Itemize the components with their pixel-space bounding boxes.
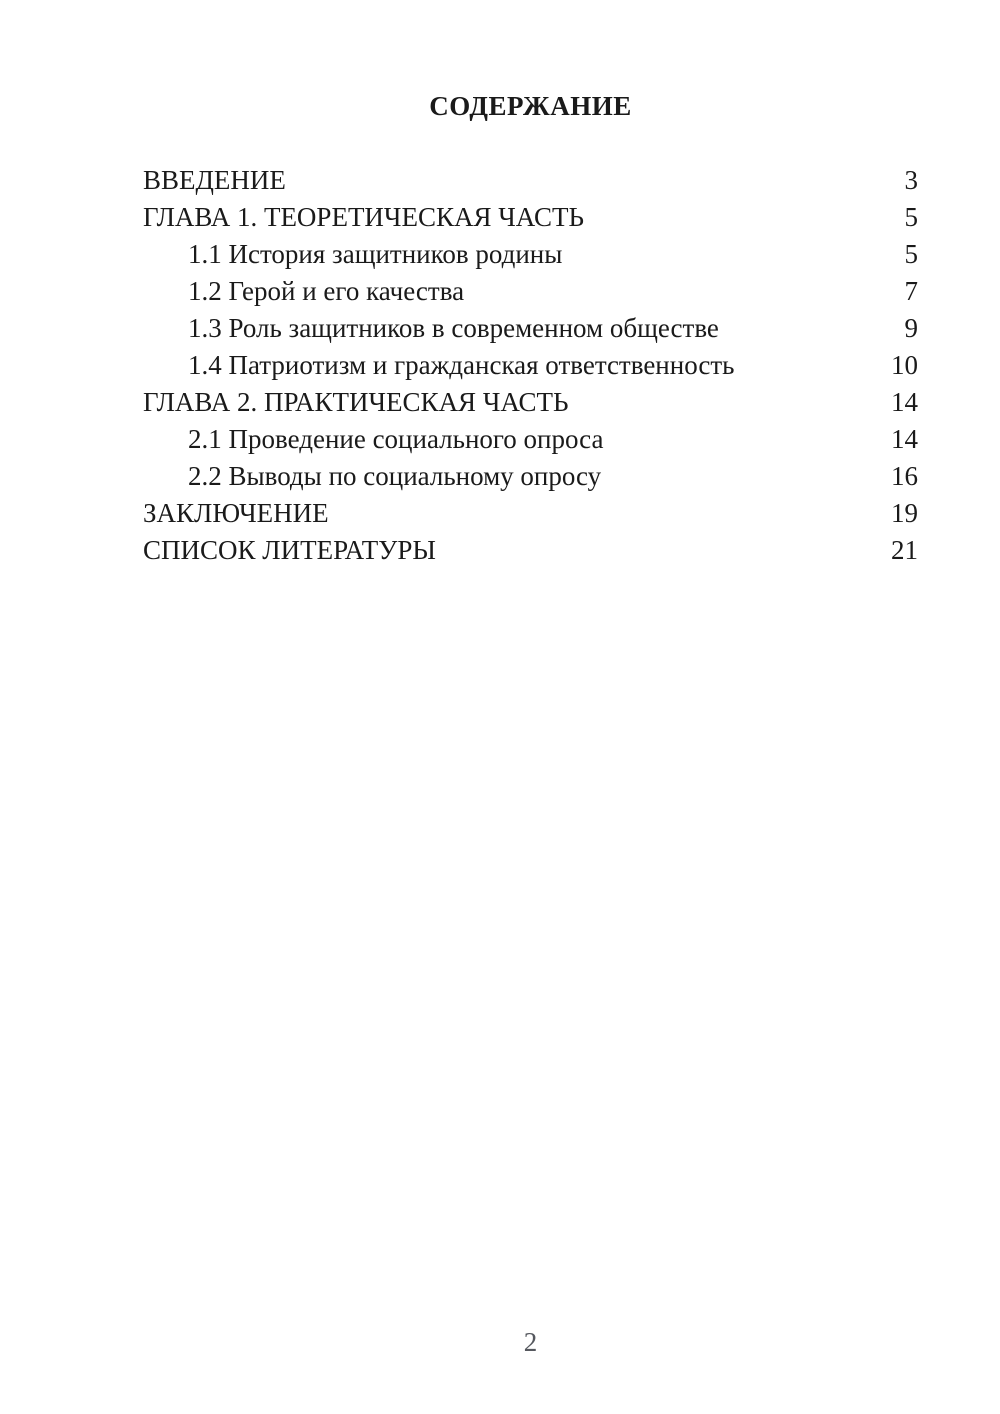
page-content — [143, 88, 918, 569]
toc-entry-page-number: 5 — [904, 239, 918, 269]
toc-entry-page-number: 16 — [891, 461, 918, 491]
toc-entry — [143, 458, 918, 495]
toc-entry-page-number: 5 — [904, 202, 918, 232]
page-title: СОДЕРЖАНИЕ — [429, 91, 632, 121]
toc-entry-label: 2.2 Выводы по социальному опросу — [188, 461, 602, 491]
toc-entry-label: ЗАКЛЮЧЕНИЕ — [143, 498, 329, 528]
toc-entry-label: 1.1 История защитников родины — [188, 239, 563, 269]
toc-entry-page-number: 19 — [891, 498, 918, 528]
toc-entry — [143, 273, 918, 310]
table-of-contents — [143, 162, 918, 569]
toc-entry — [143, 347, 918, 384]
toc-entry-label: 1.3 Роль защитников в современном обществе — [188, 313, 719, 343]
toc-entry-page-number: 10 — [891, 350, 918, 380]
toc-entry — [143, 236, 918, 273]
toc-entry — [143, 495, 918, 532]
toc-entry-page-number: 14 — [891, 387, 918, 417]
toc-entry-label: ГЛАВА 2. ПРАКТИЧЕСКАЯ ЧАСТЬ — [143, 387, 569, 417]
toc-entry-page-number: 14 — [891, 424, 918, 454]
toc-entry — [143, 162, 918, 199]
footer-page-number: 2 — [523, 1327, 538, 1357]
toc-entry-label: 2.1 Проведение социального опроса — [188, 424, 604, 454]
toc-entry — [143, 310, 918, 347]
toc-entry-label: СПИСОК ЛИТЕРАТУРЫ — [143, 535, 436, 565]
toc-entry-page-number: 9 — [904, 313, 918, 343]
toc-entry-label: ВВЕДЕНИЕ — [143, 165, 286, 195]
page-footer — [143, 1326, 918, 1358]
toc-entry-page-number: 21 — [891, 535, 918, 565]
toc-entry — [143, 384, 918, 421]
toc-entry — [143, 421, 918, 458]
toc-entry — [143, 199, 918, 236]
toc-entry-page-number: 3 — [904, 165, 918, 195]
toc-entry — [143, 532, 918, 569]
toc-entry-label: ГЛАВА 1. ТЕОРЕТИЧЕСКАЯ ЧАСТЬ — [143, 202, 584, 232]
toc-entry-label: 1.4 Патриотизм и гражданская ответственность — [188, 350, 735, 380]
toc-entry-page-number: 7 — [904, 276, 918, 306]
toc-entry-label: 1.2 Герой и его качества — [188, 276, 465, 306]
